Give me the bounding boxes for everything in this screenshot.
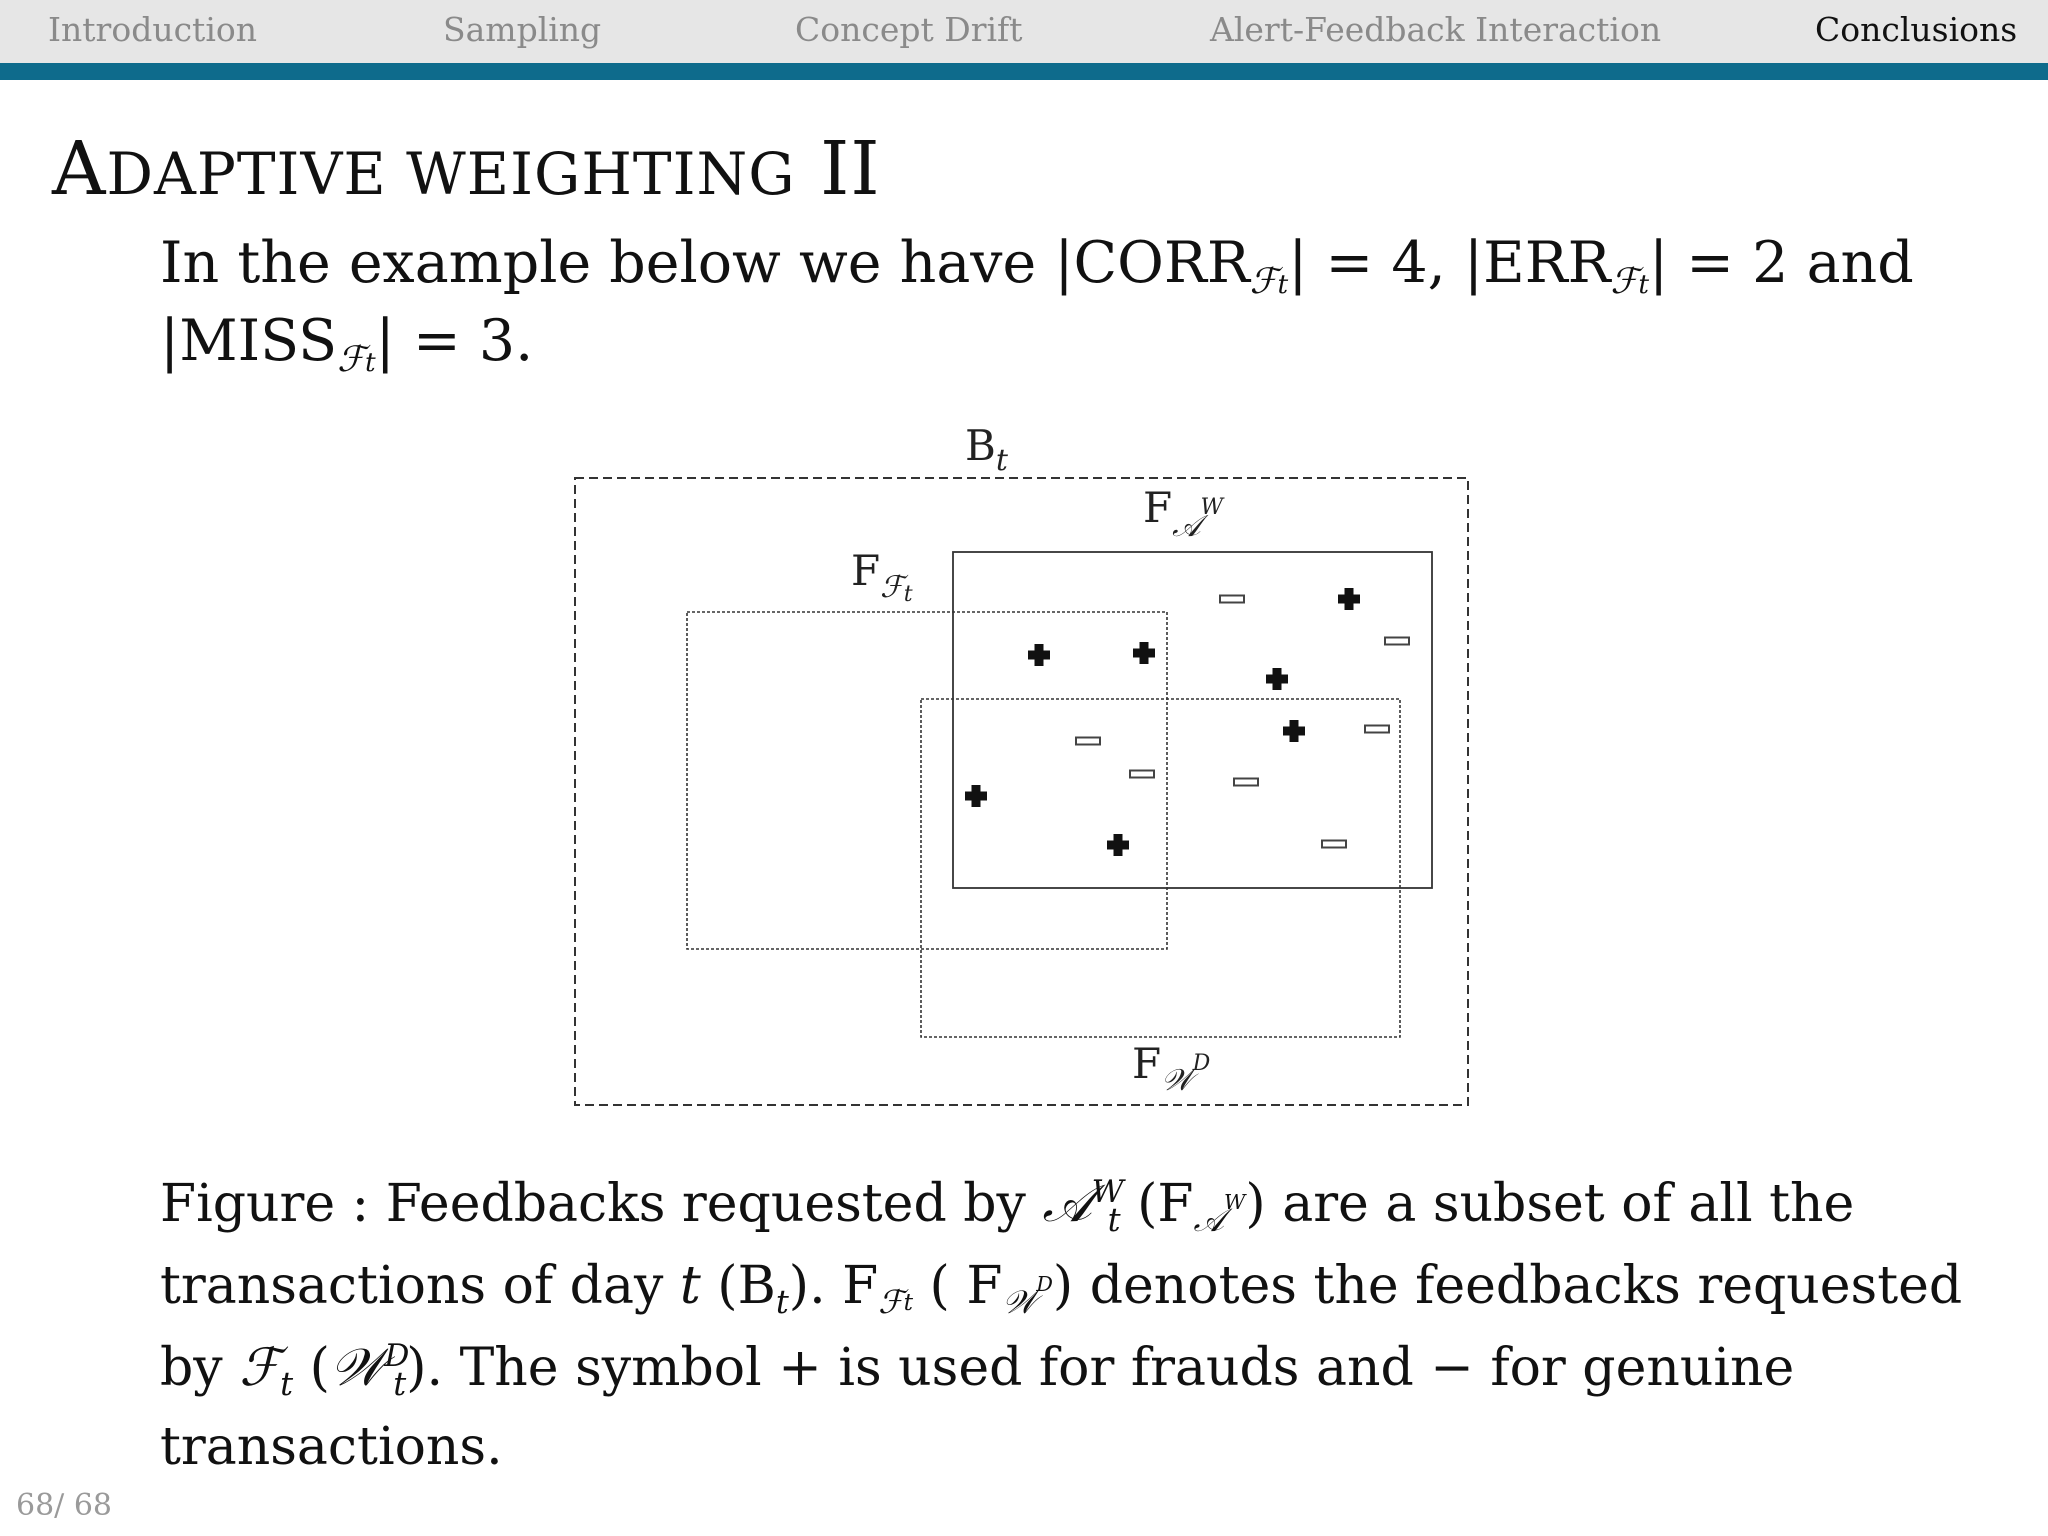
title-smallcaps: DAPTIVE WEIGHTING [106, 140, 796, 208]
fraud-plus-marker [965, 785, 987, 807]
set-f-wd [921, 699, 1400, 1037]
intro-text: In the example below we have |CORR [160, 230, 1250, 296]
intro-text: | = 3. [375, 308, 534, 374]
genuine-minus-marker [1076, 738, 1100, 745]
genuine-minus-marker [1234, 779, 1258, 786]
fraud-plus-marker [1283, 720, 1305, 742]
nav-item-alert-feedback[interactable]: Alert-Feedback Interaction [1210, 10, 1662, 49]
set-f-aw [953, 552, 1432, 888]
genuine-minus-marker [1385, 638, 1409, 645]
nav-item-introduction[interactable]: Introduction [48, 10, 257, 49]
figure-caption [160, 1168, 1980, 1483]
fraud-plus-marker [1028, 644, 1050, 666]
label-bt: $B_t$ [965, 421, 1008, 478]
nav-item-concept-drift[interactable]: Concept Drift [795, 10, 1023, 49]
title-numeral: II [820, 126, 881, 212]
fraud-plus-marker [1107, 834, 1129, 856]
caption-line-3: by ℱt (𝒲$^D$t). The symbol + is used for frauds and − for genuine [160, 1338, 1795, 1404]
nav-item-conclusions[interactable]: Conclusions [1815, 10, 2018, 49]
genuine-minus-marker [1220, 596, 1244, 603]
fraud-plus-marker [1266, 668, 1288, 690]
label-f-aw: $F_𝒜^W$ [1143, 483, 1224, 544]
outer-set-bt [575, 478, 1468, 1105]
caption-line-1: Figure : Feedbacks requested by 𝒜$^W$t (F𝒜$^W$) are a subset of all the [160, 1174, 1855, 1240]
caption-line-2: transactions of day t (Bt). Fℱt ( F𝒲$^D$) denotes the feedbacks requested [160, 1256, 1963, 1322]
fraud-plus-marker [1133, 642, 1155, 664]
title-initial: A [52, 126, 107, 212]
genuine-minus-marker [1130, 771, 1154, 778]
page-number: 68/ 68 [16, 1488, 112, 1523]
intro-text: | = 4, |ERR [1288, 230, 1611, 296]
nav-item-sampling[interactable]: Sampling [443, 10, 602, 49]
fraud-plus-marker [1338, 588, 1360, 610]
intro-text: |MISS [160, 308, 338, 374]
genuine-minus-marker [1322, 841, 1346, 848]
genuine-minus-marker [1365, 726, 1389, 733]
subscript-f: ℱt [1610, 261, 1649, 303]
caption-line-4: transactions. [160, 1417, 503, 1477]
label-f-ft: $F_ℱt$ [851, 546, 913, 607]
set-f-ft [687, 612, 1167, 949]
subscript-f: ℱt [337, 339, 376, 381]
subscript-f: ℱt [1249, 261, 1289, 303]
intro-text: | = 2 and [1648, 230, 1914, 296]
label-f-wd: $F_𝒲^D$ [1132, 1039, 1211, 1098]
